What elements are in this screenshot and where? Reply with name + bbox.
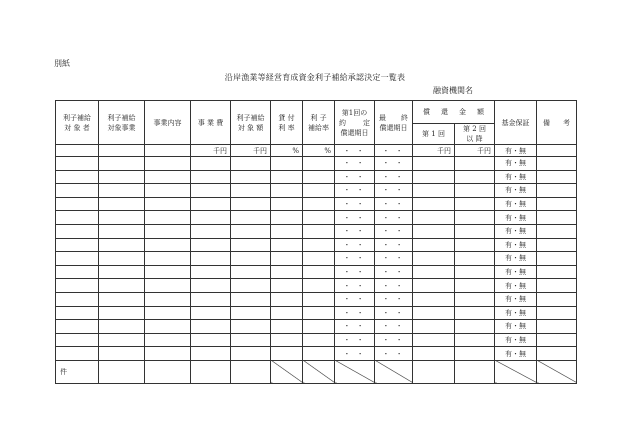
cell-target-amount	[231, 333, 271, 347]
cell-remarks	[537, 292, 577, 306]
table-row	[56, 292, 577, 306]
cell-remarks	[537, 347, 577, 361]
cell-final-date: ・ ・	[375, 320, 413, 334]
unit-project-cost: 千円	[191, 145, 231, 157]
cell-guarantee: 有・無	[495, 333, 537, 347]
cell-first-date: ・ ・	[335, 320, 375, 334]
cell-subsidy-rate	[303, 252, 335, 266]
lender-name-label: 融資機関名	[433, 86, 473, 95]
cell-final-date: ・ ・	[375, 292, 413, 306]
cell-final-date: ・ ・	[375, 224, 413, 238]
cell-loan-rate	[271, 184, 303, 198]
table-row	[56, 333, 577, 347]
cell-subsidy-rate	[303, 279, 335, 293]
cell-target-person	[56, 347, 99, 361]
cell-repay-second	[455, 347, 495, 361]
cell-guarantee: 有・無	[495, 347, 537, 361]
cell-final-date: ・ ・	[375, 238, 413, 252]
cell-loan-rate	[271, 279, 303, 293]
cell-target-amount	[231, 224, 271, 238]
cell-guarantee: 有・無	[495, 252, 537, 266]
header-project-cost: 事 業 費	[191, 101, 231, 145]
cell-first-date: ・ ・	[335, 306, 375, 320]
cell-repay-second	[455, 170, 495, 184]
cell-repay-first	[413, 197, 455, 211]
cell-repay-first	[413, 306, 455, 320]
header-final-repayment-date: 最 終 償還期日	[375, 101, 413, 145]
cell-repay-second	[455, 265, 495, 279]
cell-first-date: ・ ・	[335, 292, 375, 306]
cell-first-date: ・ ・	[335, 170, 375, 184]
cell-first-date: ・ ・	[335, 157, 375, 171]
cell-loan-rate	[271, 157, 303, 171]
cell-loan-rate	[271, 224, 303, 238]
cell-final-date: ・ ・	[375, 279, 413, 293]
cell-guarantee: 有・無	[495, 265, 537, 279]
cell-project-cost	[191, 157, 231, 171]
cell-target-amount	[231, 197, 271, 211]
cell-remarks	[537, 306, 577, 320]
header-target-person: 利子補給 対 象 者	[56, 101, 99, 145]
header-fund-guarantee: 基金保証	[495, 101, 537, 145]
table-row	[56, 347, 577, 361]
total-row	[56, 360, 577, 383]
cell-target-amount	[231, 170, 271, 184]
cell-remarks	[537, 170, 577, 184]
cell-project-cost	[191, 306, 231, 320]
cell-remarks	[537, 238, 577, 252]
cell-subsidy-rate	[303, 292, 335, 306]
cell-project-content	[145, 170, 191, 184]
cell-project-cost	[191, 170, 231, 184]
cell-project-cost	[191, 347, 231, 361]
cell-target-amount	[231, 265, 271, 279]
cell-target-amount	[231, 347, 271, 361]
cell-repay-first	[413, 333, 455, 347]
total-count: 件	[56, 360, 99, 383]
cell-guarantee: 有・無	[495, 224, 537, 238]
cell-remarks	[537, 333, 577, 347]
cell-subsidy-rate	[303, 184, 335, 198]
cell-guarantee: 有・無	[495, 157, 537, 171]
cell-repay-second	[455, 306, 495, 320]
cell-target-amount	[231, 238, 271, 252]
cell-project-content	[145, 306, 191, 320]
table-row	[56, 265, 577, 279]
cell-remarks	[537, 224, 577, 238]
cell-project-cost	[191, 238, 231, 252]
cell-target-project	[99, 252, 145, 266]
cell-first-date: ・ ・	[335, 184, 375, 198]
cell-project-content	[145, 333, 191, 347]
cell-loan-rate	[271, 238, 303, 252]
cell-project-content	[145, 252, 191, 266]
unit-repay-first: 千円	[413, 145, 455, 157]
cell-repay-first	[413, 211, 455, 225]
cell-target-project	[99, 320, 145, 334]
cell-final-date: ・ ・	[375, 211, 413, 225]
cell-project-content	[145, 157, 191, 171]
cell-target-project	[99, 347, 145, 361]
cell-final-date: ・ ・	[375, 252, 413, 266]
cell-repay-first	[413, 320, 455, 334]
total-loan-rate	[271, 360, 303, 383]
cell-loan-rate	[271, 252, 303, 266]
table-row	[56, 279, 577, 293]
cell-final-date: ・ ・	[375, 184, 413, 198]
table-row	[56, 197, 577, 211]
table-row	[56, 252, 577, 266]
cell-target-person	[56, 170, 99, 184]
cell-subsidy-rate	[303, 347, 335, 361]
cell-guarantee: 有・無	[495, 170, 537, 184]
cell-project-cost	[191, 292, 231, 306]
cell-loan-rate	[271, 265, 303, 279]
cell-subsidy-rate	[303, 238, 335, 252]
cell-target-amount	[231, 279, 271, 293]
cell-project-cost	[191, 184, 231, 198]
cell-remarks	[537, 157, 577, 171]
approval-table	[55, 100, 577, 384]
unit-loan-rate: %	[271, 145, 303, 157]
unit-guarantee: 有・無	[495, 145, 537, 157]
table-row	[56, 306, 577, 320]
header-repayment-first: 第 1 回	[413, 124, 455, 145]
header-target-project: 利子補給 対象事業	[99, 101, 145, 145]
cell-first-date: ・ ・	[335, 224, 375, 238]
total-first-date	[335, 360, 375, 383]
cell-subsidy-rate	[303, 265, 335, 279]
table-row	[56, 320, 577, 334]
cell-loan-rate	[271, 320, 303, 334]
cell-project-content	[145, 265, 191, 279]
unit-first-date: ・ ・	[335, 145, 375, 157]
cell-repay-first	[413, 347, 455, 361]
unit-target-amount: 千円	[231, 145, 271, 157]
cell-repay-second	[455, 224, 495, 238]
cell-final-date: ・ ・	[375, 265, 413, 279]
cell-repay-first	[413, 224, 455, 238]
total-repay-second	[455, 360, 495, 383]
table-row	[56, 238, 577, 252]
cell-loan-rate	[271, 170, 303, 184]
header-repayment-amount: 償 還 金 額	[413, 101, 495, 124]
page-title: 沿岸漁業等経営育成資金利子補給承認決定一覧表	[224, 73, 406, 82]
cell-repay-first	[413, 252, 455, 266]
cell-target-person	[56, 224, 99, 238]
cell-target-person	[56, 197, 99, 211]
cell-subsidy-rate	[303, 320, 335, 334]
cell-final-date: ・ ・	[375, 306, 413, 320]
cell-target-amount	[231, 292, 271, 306]
cell-target-person	[56, 279, 99, 293]
cell-target-project	[99, 238, 145, 252]
table-row	[56, 157, 577, 171]
cell-subsidy-rate	[303, 211, 335, 225]
cell-subsidy-rate	[303, 197, 335, 211]
total-project-content	[145, 360, 191, 383]
cell-final-date: ・ ・	[375, 157, 413, 171]
cell-target-person	[56, 184, 99, 198]
cell-first-date: ・ ・	[335, 265, 375, 279]
cell-target-project	[99, 157, 145, 171]
cell-target-project	[99, 211, 145, 225]
header-project-content: 事業内容	[145, 101, 191, 145]
cell-target-person	[56, 157, 99, 171]
cell-first-date: ・ ・	[335, 333, 375, 347]
unit-subsidy-rate: %	[303, 145, 335, 157]
total-project-cost	[191, 360, 231, 383]
cell-subsidy-rate	[303, 170, 335, 184]
total-target-project	[99, 360, 145, 383]
cell-target-project	[99, 333, 145, 347]
cell-final-date: ・ ・	[375, 170, 413, 184]
total-guarantee	[495, 360, 537, 383]
cell-first-date: ・ ・	[335, 238, 375, 252]
cell-project-content	[145, 238, 191, 252]
cell-subsidy-rate	[303, 333, 335, 347]
cell-target-project	[99, 292, 145, 306]
cell-project-cost	[191, 279, 231, 293]
cell-repay-first	[413, 184, 455, 198]
cell-first-date: ・ ・	[335, 211, 375, 225]
cell-repay-first	[413, 238, 455, 252]
cell-target-person	[56, 265, 99, 279]
cell-remarks	[537, 211, 577, 225]
cell-guarantee: 有・無	[495, 184, 537, 198]
total-target-amount	[231, 360, 271, 383]
cell-first-date: ・ ・	[335, 197, 375, 211]
cell-guarantee: 有・無	[495, 211, 537, 225]
cell-target-project	[99, 184, 145, 198]
cell-project-content	[145, 292, 191, 306]
cell-final-date: ・ ・	[375, 197, 413, 211]
cell-target-person	[56, 252, 99, 266]
unit-final-date: ・ ・	[375, 145, 413, 157]
header-repayment-second-onward: 第 2 回 以 降	[455, 124, 495, 145]
cell-target-amount	[231, 184, 271, 198]
cell-target-person	[56, 333, 99, 347]
cell-project-content	[145, 279, 191, 293]
cell-target-amount	[231, 157, 271, 171]
cell-project-content	[145, 224, 191, 238]
cell-first-date: ・ ・	[335, 347, 375, 361]
cell-loan-rate	[271, 333, 303, 347]
cell-repay-second	[455, 197, 495, 211]
cell-guarantee: 有・無	[495, 306, 537, 320]
cell-project-cost	[191, 265, 231, 279]
cell-target-person	[56, 320, 99, 334]
cell-repay-second	[455, 157, 495, 171]
cell-final-date: ・ ・	[375, 347, 413, 361]
cell-guarantee: 有・無	[495, 197, 537, 211]
cell-guarantee: 有・無	[495, 238, 537, 252]
cell-subsidy-rate	[303, 306, 335, 320]
cell-repay-second	[455, 238, 495, 252]
header-loan-rate: 貸 付 利 率	[271, 101, 303, 145]
cell-project-cost	[191, 320, 231, 334]
cell-repay-second	[455, 184, 495, 198]
table-row	[56, 170, 577, 184]
total-final-date	[375, 360, 413, 383]
unit-repay-second: 千円	[455, 145, 495, 157]
cell-remarks	[537, 320, 577, 334]
cell-repay-second	[455, 211, 495, 225]
cell-project-content	[145, 184, 191, 198]
cell-project-cost	[191, 211, 231, 225]
total-repay-first	[413, 360, 455, 383]
cell-target-project	[99, 306, 145, 320]
cell-project-content	[145, 347, 191, 361]
cell-remarks	[537, 184, 577, 198]
table-row	[56, 184, 577, 198]
cell-target-person	[56, 211, 99, 225]
cell-target-amount	[231, 252, 271, 266]
cell-target-person	[56, 306, 99, 320]
cell-first-date: ・ ・	[335, 252, 375, 266]
cell-project-content	[145, 197, 191, 211]
cell-target-amount	[231, 211, 271, 225]
cell-subsidy-rate	[303, 224, 335, 238]
cell-target-project	[99, 197, 145, 211]
cell-project-cost	[191, 224, 231, 238]
cell-target-project	[99, 170, 145, 184]
cell-repay-first	[413, 170, 455, 184]
cell-target-person	[56, 238, 99, 252]
table-row	[56, 224, 577, 238]
cell-loan-rate	[271, 347, 303, 361]
cell-guarantee: 有・無	[495, 292, 537, 306]
cell-project-content	[145, 211, 191, 225]
cell-project-cost	[191, 252, 231, 266]
cell-repay-first	[413, 265, 455, 279]
units-row	[56, 145, 577, 157]
cell-project-content	[145, 320, 191, 334]
cell-project-cost	[191, 333, 231, 347]
cell-repay-first	[413, 157, 455, 171]
cell-final-date: ・ ・	[375, 333, 413, 347]
cell-remarks	[537, 197, 577, 211]
cell-target-amount	[231, 306, 271, 320]
cell-repay-second	[455, 292, 495, 306]
header-subsidy-rate: 利 子 補給率	[303, 101, 335, 145]
cell-repay-first	[413, 279, 455, 293]
cell-subsidy-rate	[303, 157, 335, 171]
cell-target-project	[99, 265, 145, 279]
cell-remarks	[537, 279, 577, 293]
total-subsidy-rate	[303, 360, 335, 383]
cell-first-date: ・ ・	[335, 279, 375, 293]
cell-remarks	[537, 265, 577, 279]
cell-loan-rate	[271, 306, 303, 320]
cell-target-project	[99, 279, 145, 293]
cell-target-person	[56, 292, 99, 306]
cell-target-project	[99, 224, 145, 238]
cell-guarantee: 有・無	[495, 320, 537, 334]
cell-repay-first	[413, 292, 455, 306]
cell-loan-rate	[271, 292, 303, 306]
cell-repay-second	[455, 320, 495, 334]
table-row	[56, 211, 577, 225]
header-first-repayment-date: 第1回の 約 定 償還期日	[335, 101, 375, 145]
cell-repay-second	[455, 279, 495, 293]
cell-repay-second	[455, 333, 495, 347]
attachment-label: 別紙	[54, 59, 70, 68]
cell-guarantee: 有・無	[495, 279, 537, 293]
total-remarks	[537, 360, 577, 383]
cell-repay-second	[455, 252, 495, 266]
cell-project-cost	[191, 197, 231, 211]
header-target-amount: 利子補給 対 象 額	[231, 101, 271, 145]
header-remarks: 備 考	[537, 101, 577, 145]
cell-remarks	[537, 252, 577, 266]
cell-target-amount	[231, 320, 271, 334]
cell-loan-rate	[271, 211, 303, 225]
cell-loan-rate	[271, 197, 303, 211]
